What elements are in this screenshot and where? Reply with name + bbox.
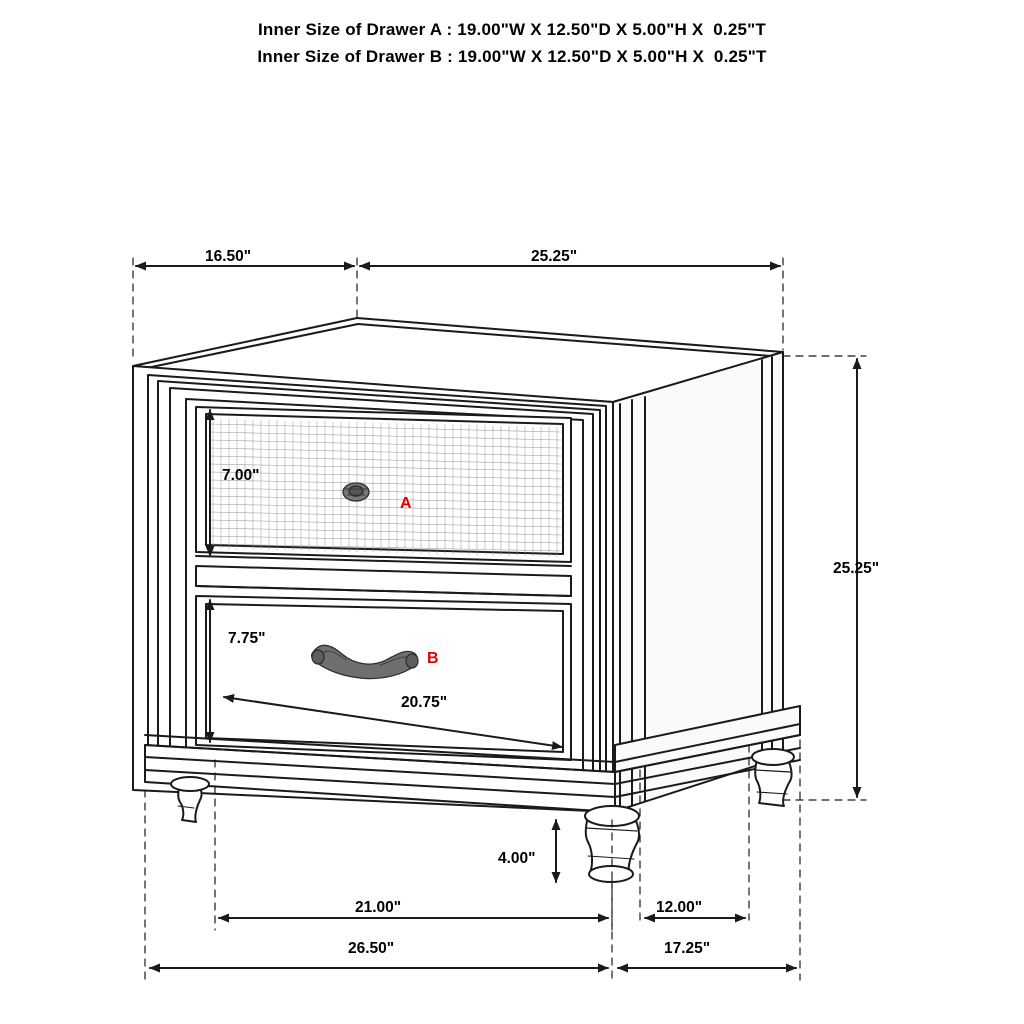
dim-drawer-a-height: 7.00" — [222, 467, 260, 484]
dim-overall-width: 26.50" — [348, 940, 395, 957]
drawer-a-tag: A — [400, 495, 412, 512]
dim-right-height: 25.25" — [833, 560, 880, 577]
dim-base-front-width: 21.00" — [355, 899, 402, 916]
dim-top-left-width: 16.50" — [205, 248, 252, 265]
dim-base-side-depth: 12.00" — [656, 899, 703, 916]
dim-leg-height: 4.00" — [498, 850, 536, 867]
header-line-drawer-a: Inner Size of Drawer A : 19.00"W X 12.50"D X 5.00"H X 0.25"T — [257, 20, 767, 39]
dim-drawer-b-width: 20.75" — [401, 694, 448, 711]
header-line-drawer-b: Inner Size of Drawer B : 19.00"W X 12.50"D X 5.00"H X 0.25"T — [257, 47, 767, 66]
dim-overall-depth: 17.25" — [664, 940, 711, 957]
drawer-b-tag: B — [427, 650, 439, 667]
dim-top-right-width: 25.25" — [531, 248, 578, 265]
dim-drawer-b-height: 7.75" — [228, 630, 266, 647]
